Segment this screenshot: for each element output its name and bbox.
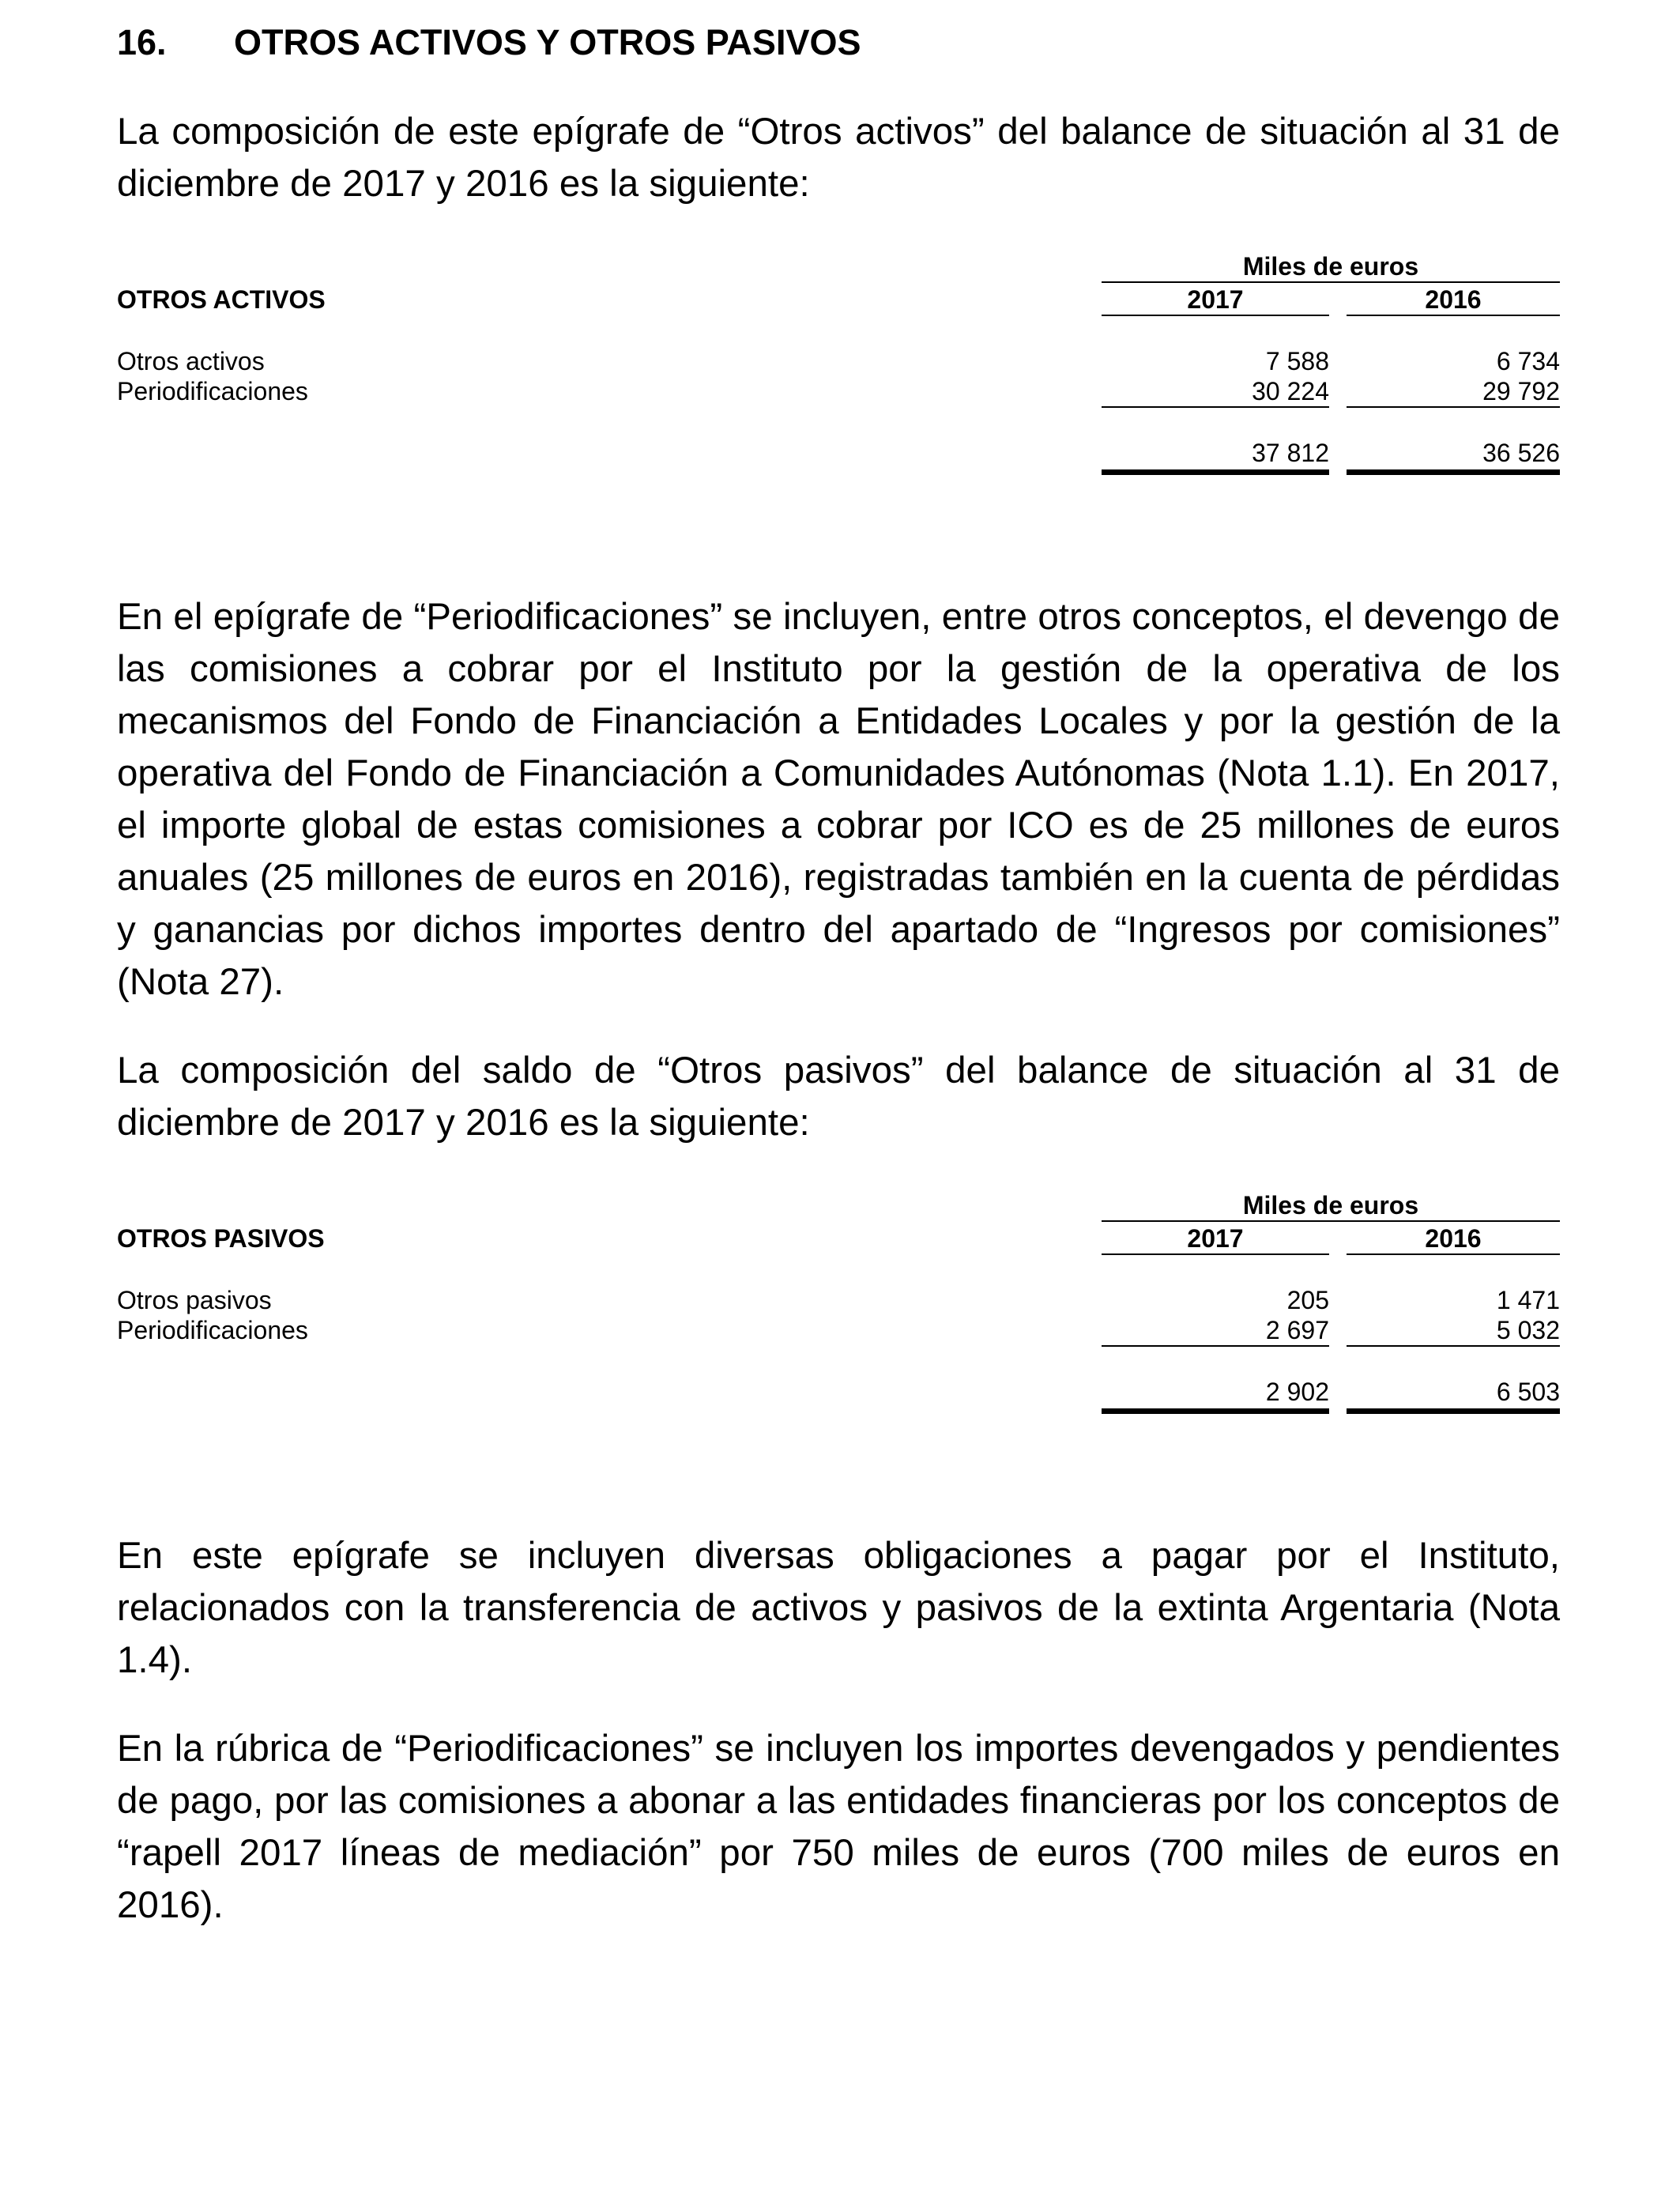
row-value-2016: 5 032 (1496, 1316, 1560, 1344)
total-2016: 36 526 (1482, 439, 1560, 467)
total-double-rule-2016 (1347, 469, 1560, 475)
subtotal-rule-2016 (1347, 1345, 1560, 1347)
periodificaciones-activos-paragraph: En el epígrafe de “Periodificaciones” se incluyen, entre otros conceptos, el devengo de las comisiones a cobrar por el Instituto por la gestión de la operativa de los mecanismos del Fondo de Financiación a Entidades Locales y por la gestión de la operativa del Fondo de Financiación a Comunidades Autónomas (Nota 1.1). En 2017, el importe global de estas comisiones a cobrar por ICO es de 25 millones de euros anuales (25 millones de euros en 2016), registradas también en la cuenta de pérdidas y ganancias por dichos importes dentro del apartado de “Ingresos por comisiones” (Nota 27). (117, 596, 1560, 1003)
table-title: OTROS ACTIVOS (117, 285, 326, 314)
subtotal-rule-2016 (1347, 406, 1560, 408)
intro-otros-activos-paragraph: La composición de este epígrafe de “Otros activos” del balance de situación al 31 de diciembre de 2017 y 2016 es la siguiente: (117, 111, 1560, 205)
subtotal-rule-2017 (1102, 406, 1329, 408)
year-2016-header: 2016 (1425, 285, 1482, 314)
row-value-2016: 1 471 (1496, 1286, 1560, 1314)
row-value-2017: 30 224 (1252, 377, 1329, 405)
units-underline (1102, 281, 1560, 283)
row-label: Periodificaciones (117, 377, 308, 405)
row-label: Otros activos (117, 347, 265, 375)
periodificaciones-pasivos-paragraph: En la rúbrica de “Periodificaciones” se incluyen los importes devengados y pendientes de pago, por las comisiones a abonar a las entidades financieras por los conceptos de “rapell 2017 líneas de mediación” por 750 miles de euros (700 miles de euros en 2016). (117, 1728, 1560, 1926)
row-value-2016: 6 734 (1496, 347, 1560, 375)
year-2016-underline (1347, 1253, 1560, 1255)
total-double-rule-2016 (1347, 1408, 1560, 1414)
units-header: Miles de euros (1242, 1191, 1419, 1220)
section-number: 16. (117, 22, 167, 62)
units-underline (1102, 1220, 1560, 1222)
total-2016: 6 503 (1496, 1378, 1560, 1406)
total-2017: 2 902 (1265, 1378, 1329, 1406)
units-header: Miles de euros (1242, 252, 1419, 281)
otros-pasivos-description-paragraph: En este epígrafe se incluyen diversas obligaciones a pagar por el Instituto, relacionados con la transferencia de activos y pasivos de la extinta Argentaria (Nota 1.4). (117, 1535, 1560, 1681)
table-title: OTROS PASIVOS (117, 1224, 325, 1253)
total-double-rule-2017 (1102, 1408, 1329, 1414)
subtotal-rule-2017 (1102, 1345, 1329, 1347)
row-value-2017: 205 (1286, 1286, 1329, 1314)
section-title: OTROS ACTIVOS Y OTROS PASIVOS (234, 22, 861, 62)
year-2017-header: 2017 (1187, 1224, 1244, 1253)
year-2016-header: 2016 (1425, 1224, 1482, 1253)
row-value-2016: 29 792 (1482, 377, 1560, 405)
total-double-rule-2017 (1102, 469, 1329, 475)
row-value-2017: 2 697 (1265, 1316, 1329, 1344)
year-2016-underline (1347, 315, 1560, 316)
section-heading (117, 19, 861, 66)
total-2017: 37 812 (1252, 439, 1329, 467)
year-2017-underline (1102, 1253, 1329, 1255)
intro-otros-pasivos-paragraph: La composición del saldo de “Otros pasivos” del balance de situación al 31 de diciembre de 2017 y 2016 es la siguiente: (117, 1050, 1560, 1144)
year-2017-header: 2017 (1187, 285, 1244, 314)
row-label: Periodificaciones (117, 1316, 308, 1344)
row-value-2017: 7 588 (1265, 347, 1329, 375)
row-label: Otros pasivos (117, 1286, 272, 1314)
year-2017-underline (1102, 315, 1329, 316)
